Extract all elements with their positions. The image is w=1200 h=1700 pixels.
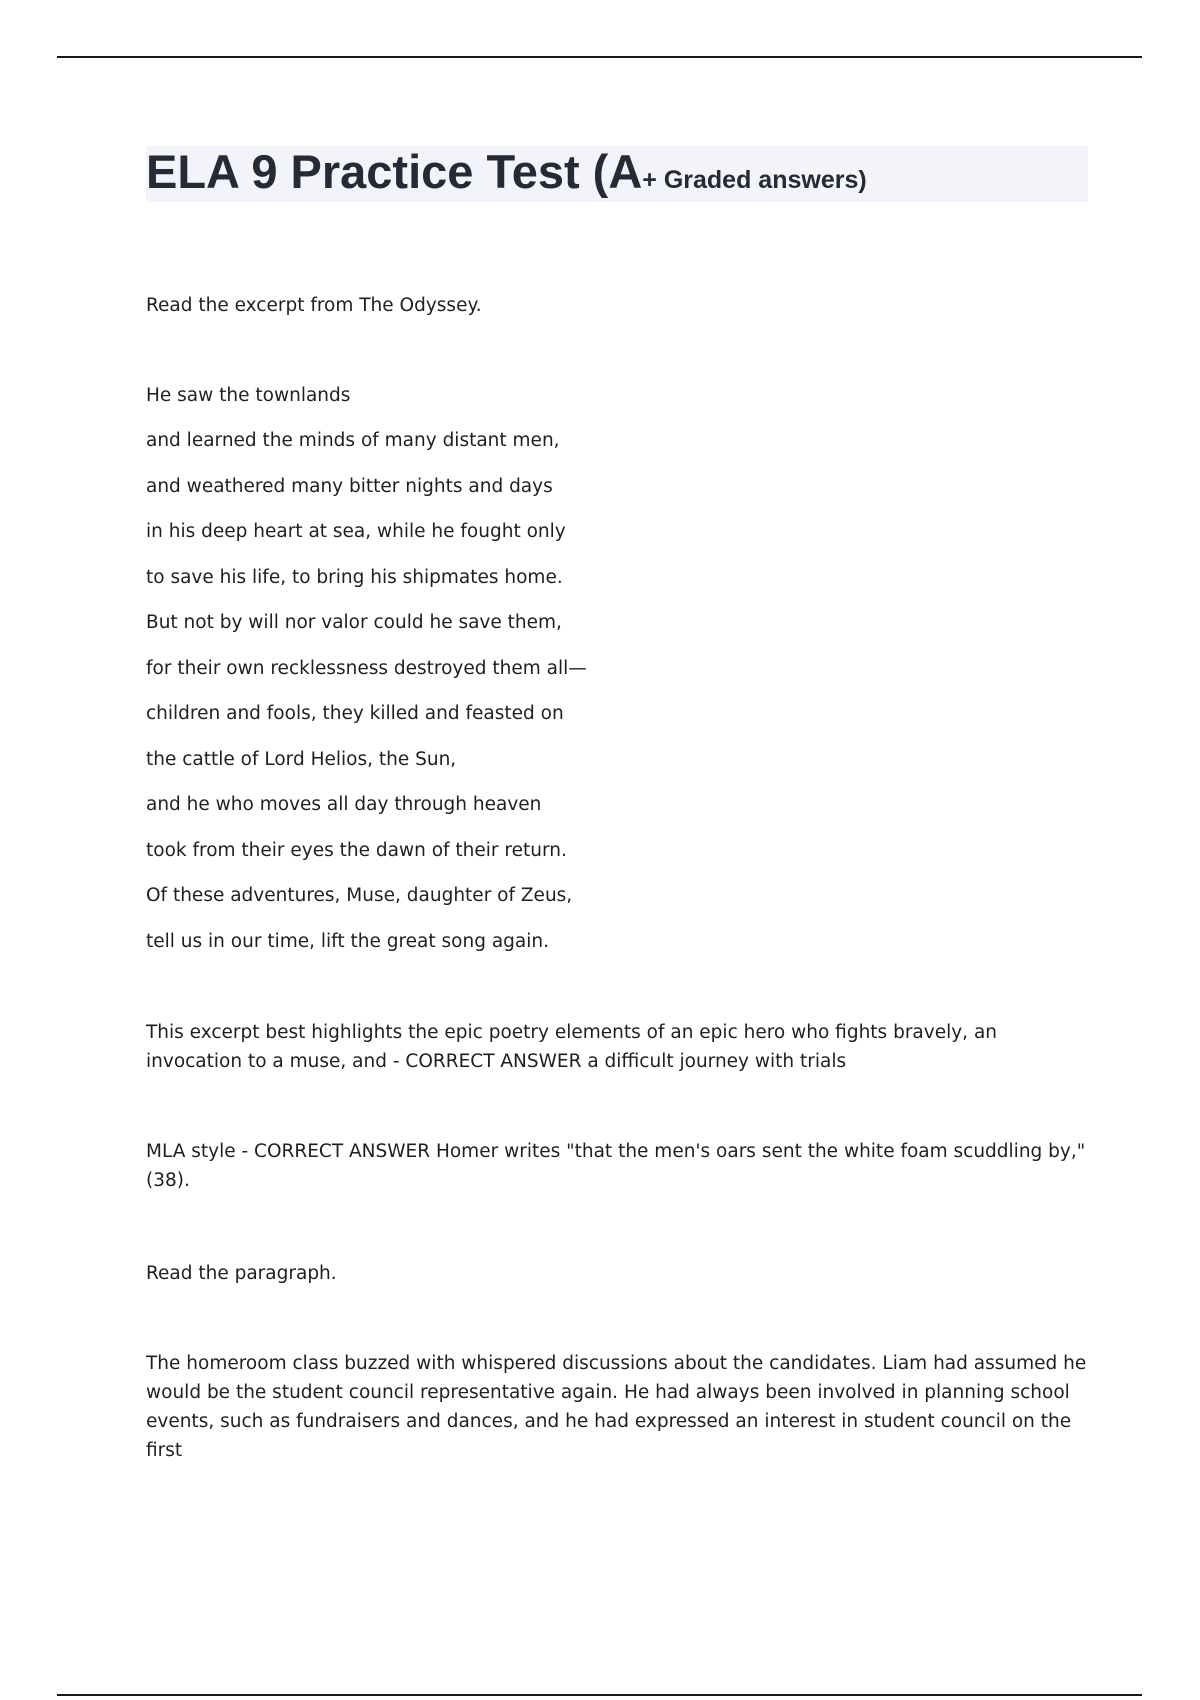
intro-text: Read the excerpt from The Odyssey. <box>146 295 482 316</box>
poem-line: and he who moves all day through heaven <box>146 794 542 815</box>
question-answer-1: This excerpt best highlights the epic poetry elements of an epic hero who fights bravely, an invocation to a muse, and - CORRECT ANSWER a difficult journey with trials <box>146 1022 997 1072</box>
poem-line: took from their eyes the dawn of their return. <box>146 840 567 861</box>
question-answer-2: MLA style - CORRECT ANSWER Homer writes "that the men's oars sent the white foam scuddling by," (38). <box>146 1141 1086 1191</box>
poem-line: But not by will nor valor could he save them, <box>146 612 562 633</box>
poem-line: the cattle of Lord Helios, the Sun, <box>146 749 457 770</box>
page-title <box>146 144 867 208</box>
read-paragraph-prompt: Read the paragraph. <box>146 1263 337 1284</box>
poem-line: in his deep heart at sea, while he fought only <box>146 521 566 542</box>
title-suffix: + Graded answers) <box>642 166 867 194</box>
title-main: ELA 9 Practice Test (A <box>146 145 643 198</box>
bottom-rule <box>57 1694 1142 1696</box>
poem-line: Of these adventures, Muse, daughter of Zeus, <box>146 885 573 906</box>
poem-line: for their own recklessness destroyed them all— <box>146 658 587 679</box>
reading-paragraph: The homeroom class buzzed with whispered discussions about the candidates. Liam had assumed he would be the student council representative again. He had always been involved in planning school events, such as fundraisers and dances, and he had expressed an interest in student council on the first <box>146 1353 1087 1461</box>
poem-line: and weathered many bitter nights and days <box>146 476 553 497</box>
poem-line: He saw the townlands <box>146 385 351 406</box>
poem-line: to save his life, to bring his shipmates home. <box>146 567 563 588</box>
poem-line: and learned the minds of many distant men, <box>146 430 560 451</box>
top-rule <box>57 56 1142 58</box>
poem-line: tell us in our time, lift the great song again. <box>146 931 549 952</box>
poem-line: children and fools, they killed and feasted on <box>146 703 564 724</box>
